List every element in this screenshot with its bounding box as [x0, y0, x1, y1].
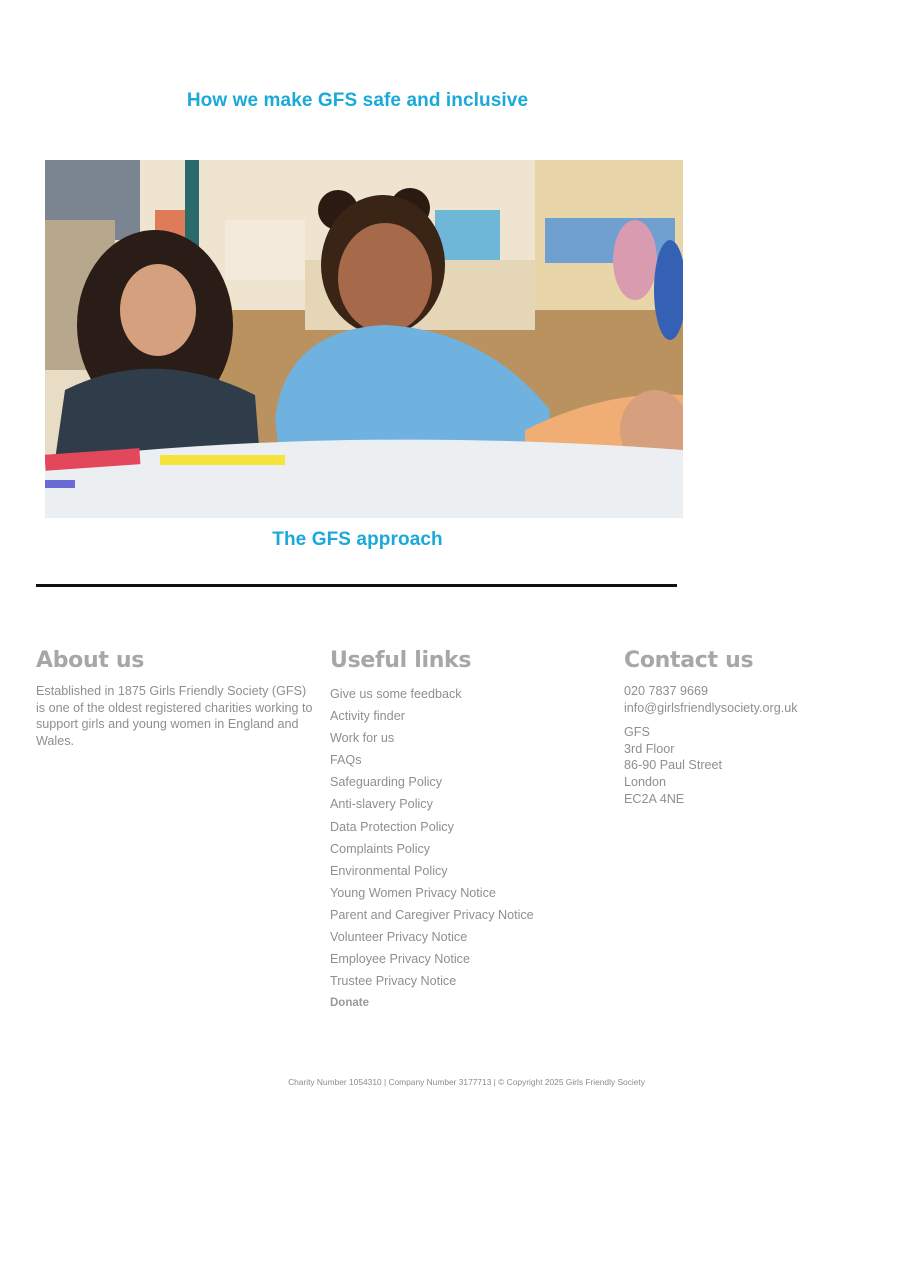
link-safeguarding-policy[interactable]: Safeguarding Policy	[330, 775, 443, 790]
link-anti-slavery-policy[interactable]: Anti-slavery Policy	[330, 797, 433, 812]
contact-email[interactable]: info@girlsfriendlysociety.org.uk	[624, 700, 798, 715]
legal-notice: Charity Number 1054310 | Company Number 3177713 | © Copyright 2025 Girls Friendly Society	[288, 1077, 645, 1087]
contact-phone[interactable]: 020 7837 9669	[624, 684, 709, 698]
link-complaints-policy[interactable]: Complaints Policy	[330, 841, 431, 856]
link-employee-privacy[interactable]: Employee Privacy Notice	[330, 952, 470, 967]
donate-link[interactable]: Donate	[330, 997, 369, 1010]
footer-about	[36, 648, 316, 749]
link-work-for-us[interactable]: Work for us	[330, 731, 395, 746]
about-heading: About us	[36, 648, 145, 673]
link-environmental-policy[interactable]: Environmental Policy	[330, 863, 448, 878]
address-line: EC2A 4NE	[624, 791, 685, 806]
link-volunteer-privacy[interactable]: Volunteer Privacy Notice	[330, 930, 468, 945]
link-faqs[interactable]: FAQs	[330, 753, 362, 768]
useful-links-heading: Useful links	[330, 648, 472, 673]
girls-drawing-photo	[45, 160, 683, 518]
footer-useful-links	[330, 648, 610, 1014]
contact-heading: Contact us	[624, 648, 754, 673]
gfs-approach-link[interactable]: The GFS approach	[272, 529, 443, 550]
footer-contact	[624, 648, 884, 807]
address-line: GFS	[624, 725, 650, 740]
link-data-protection-policy[interactable]: Data Protection Policy	[330, 819, 454, 834]
about-text: Established in 1875 Girls Friendly Society (GFS) is one of the oldest registered charities working to support girls and young women in England and Wales.	[36, 684, 313, 748]
link-feedback[interactable]: Give us some feedback	[330, 687, 462, 701]
footer-divider	[36, 584, 677, 587]
link-young-women-privacy[interactable]: Young Women Privacy Notice	[330, 885, 496, 900]
link-activity-finder[interactable]: Activity finder	[330, 709, 405, 724]
address-line: 86-90 Paul Street	[624, 758, 723, 773]
address-line: 3rd Floor	[624, 741, 675, 756]
address-line: London	[624, 774, 667, 789]
link-trustee-privacy[interactable]: Trustee Privacy Notice	[330, 974, 457, 989]
safe-inclusive-link[interactable]: How we make GFS safe and inclusive	[186, 90, 529, 111]
link-parent-caregiver-privacy[interactable]: Parent and Caregiver Privacy Notice	[330, 907, 534, 922]
contact-address	[624, 724, 884, 807]
